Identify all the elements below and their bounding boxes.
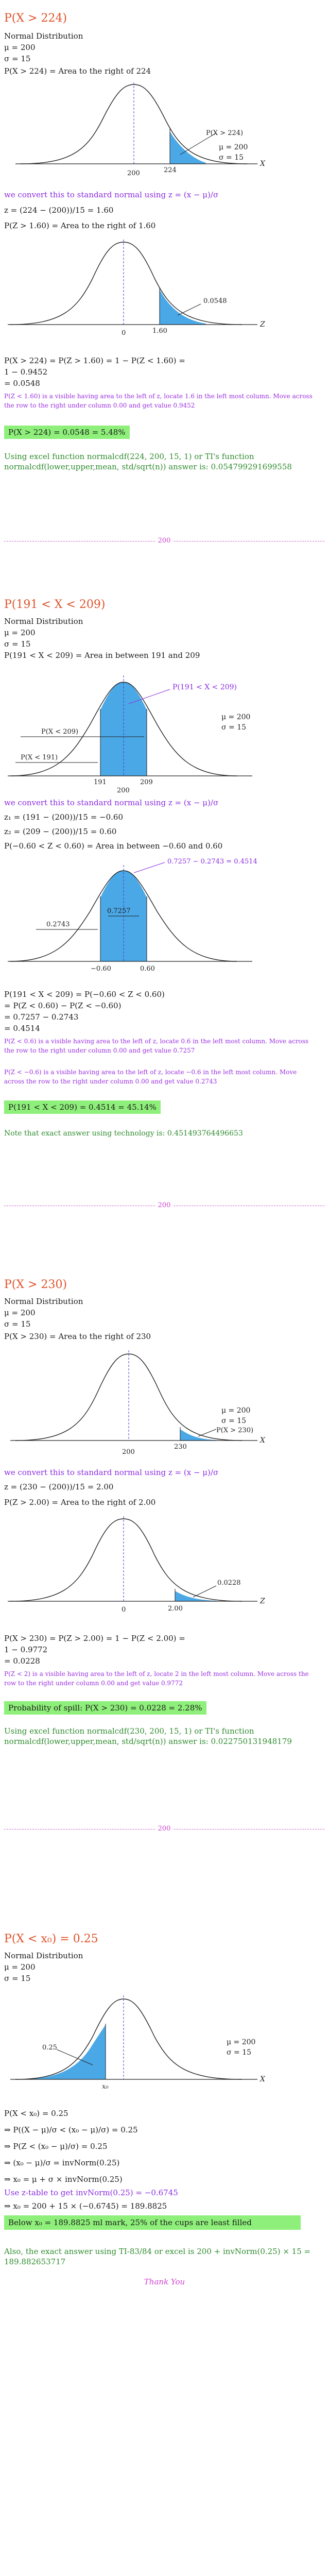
divider-label: 200 (156, 1824, 172, 1834)
normal-curve-graph-x (0, 77, 329, 185)
work-line-1: P(191 < X < 209) = P(−0.60 < Z < 0.60) (4, 990, 165, 999)
graph-value-a: 0.7257 (107, 907, 131, 915)
section-p-x-greater-230 (0, 1226, 329, 1947)
section-title: P(X > 224) (4, 12, 67, 25)
graph-z1-tick: −0.60 (91, 965, 111, 973)
distribution-label: Normal Distribution (4, 1297, 83, 1306)
excel-note: Using excel function normalcdf(230, 200, 15, 1) or TI's function normalcdf(lower,upper,mean, std/sqrt(n)) answer is: 0.022750131948179 (4, 1726, 292, 1746)
work-line-3: = 0.7257 − 0.2743 (4, 1012, 79, 1022)
answer-box: Probability of spill: P(X > 230) = 0.0228 = 2.28% (4, 1701, 206, 1715)
z-equation: z = (230 − (200))/15 = 2.00 (4, 1482, 114, 1492)
graph-x-tick: 224 (164, 166, 177, 174)
convert-text: we convert this to standard normal using z = (x − μ)/σ (4, 190, 219, 199)
section-title: P(X > 230) (4, 1278, 67, 1291)
graph-x1-tick: 191 (94, 778, 107, 786)
work-line-3: = 0.0228 (4, 1656, 40, 1666)
z-equation: z = (224 − (200))/15 = 1.60 (4, 206, 114, 215)
distribution-label: Normal Distribution (4, 31, 83, 41)
graph-x0-tick: x₀ (102, 2083, 109, 2091)
graph-area-label: 0.25 (42, 2044, 57, 2052)
graph-diff-label: 0.7257 − 0.2743 = 0.4514 (167, 858, 257, 866)
derivation-line-6: Use z-table to get invNorm(0.25) = −0.6745 (4, 2188, 178, 2197)
standard-normal-graph (0, 1509, 329, 1622)
work-line-4: = 0.4514 (4, 1024, 40, 1033)
shaded-right-tail (160, 290, 206, 325)
area-description: P(X > 224) = Area to the right of 224 (4, 66, 151, 76)
work-line-1: P(X > 224) = P(Z > 1.60) = 1 − P(Z < 1.60) = (4, 356, 185, 365)
table-note: P(Z < 2) is a visible having area to the left of z, locate 2 in the left most column. Move across the row to the right under column 0.00 and get value 0.9772 (4, 1670, 309, 1687)
mean-label: μ = 200 (4, 1308, 36, 1317)
section-p-x-less-x0 (0, 1917, 329, 2576)
sd-label: σ = 15 (4, 639, 31, 649)
divider-label: 200 (156, 1200, 172, 1211)
convert-text: we convert this to standard normal using z = (x − μ)/σ (4, 1468, 219, 1477)
distribution-label: Normal Distribution (4, 617, 83, 626)
graph-area-value: 0.0548 (203, 297, 227, 305)
graph-z-tick: 2.00 (168, 1605, 183, 1613)
z-area-description: P(Z > 2.00) = Area to the right of 2.00 (4, 1498, 156, 1507)
normal-curve-graph-x (0, 1343, 329, 1461)
work-line-2: = P(Z < 0.60) − P(Z < −0.60) (4, 1001, 122, 1010)
mean-label: μ = 200 (4, 628, 36, 637)
sd-label: σ = 15 (4, 1974, 31, 1983)
graph-axis-label: Z (260, 1597, 265, 1605)
graph-prob-label: P(X > 230) (216, 1427, 254, 1434)
work-line-2: 1 − 0.9452 (4, 367, 48, 377)
graph-area-value: 0.0228 (217, 1579, 241, 1587)
graph-left-label-2: P(X < 191) (21, 754, 58, 761)
thank-you-text: Thank You (144, 2277, 185, 2286)
derivation-line-3: ⇒ P(Z < (x₀ − μ)/σ) = 0.25 (4, 2142, 108, 2151)
graph-prob-label: P(X > 224) (206, 129, 244, 137)
shaded-middle-area (100, 682, 147, 776)
answer-box: P(X > 224) = 0.0548 = 5.48% (4, 426, 130, 439)
graph-axis-label: X (260, 2075, 265, 2083)
answer-box: P(191 < X < 209) = 0.4514 = 45.14% (4, 1100, 161, 1114)
normal-curve-graph-x (0, 663, 329, 796)
graph-sigma-label: σ = 15 (227, 2048, 252, 2057)
graph-mu-label: μ = 200 (227, 2038, 256, 2046)
sd-label: σ = 15 (4, 54, 31, 63)
derivation-line-7: ⇒ x₀ = 200 + 15 × (−0.6745) = 189.8825 (4, 2201, 167, 2211)
derivation-line-2: ⇒ P((X − μ)/σ < (x₀ − μ)/σ) = 0.25 (4, 2125, 138, 2134)
graph-zero-tick: 0 (122, 329, 126, 337)
excel-note: Also, the exact answer using TI-83/84 or excel is 200 + invNorm(0.25) × 15 = 189.882653717 (4, 2247, 311, 2266)
mean-label: μ = 200 (4, 43, 36, 52)
graph-mean-tick: 200 (117, 787, 130, 794)
z-area-description: P(Z > 1.60) = Area to the right of 1.60 (4, 221, 156, 230)
graph-mu-label: μ = 200 (221, 1406, 251, 1415)
section-divider (4, 1824, 324, 1834)
tech-note: Note that exact answer using technology is: 0.451493764496653 (4, 1129, 243, 1138)
graph-sigma-label: σ = 15 (219, 154, 244, 162)
graph-value-b: 0.2743 (46, 921, 70, 928)
section-title: P(191 < X < 209) (4, 598, 106, 611)
excel-note: Using excel function normalcdf(224, 200, 15, 1) or TI's function normalcdf(lower,upper,mean, std/sqrt(n)) answer is: 0.054799291699558 (4, 452, 292, 471)
convert-text: we convert this to standard normal using z = (x − μ)/σ (4, 798, 219, 807)
work-line-1: P(X > 230) = P(Z > 2.00) = 1 − P(Z < 2.00) = (4, 1634, 185, 1643)
graph-z-tick: 1.60 (152, 327, 167, 335)
table-note-2: P(Z < −0.6) is a visible having area to the left of z, locate −0.6 in the left most column. Move across the row to the right under column 0.00 and get value 0.2743 (4, 1069, 297, 1085)
graph-zero-tick: 0 (122, 1606, 126, 1614)
answer-box: Below x₀ = 189.8825 ml mark, 25% of the cups are least filled (4, 2215, 301, 2230)
divider-label: 200 (156, 536, 172, 546)
graph-sigma-label: σ = 15 (221, 723, 247, 732)
table-note: P(Z < 1.60) is a visible having area to the left of z, locate 1.6 in the left most column. Move across the row to the right under column 0.00 and get value 0.9452 (4, 393, 313, 409)
section-p-191-209 (0, 587, 329, 1226)
graph-mu-label: μ = 200 (219, 143, 248, 151)
derivation-line-4: ⇒ (x₀ − μ)/σ = invNorm(0.25) (4, 2158, 120, 2167)
graph-x-tick: 230 (174, 1443, 187, 1451)
area-description: P(X > 230) = Area to the right of 230 (4, 1332, 151, 1341)
graph-prob-label: P(191 < X < 209) (172, 683, 237, 691)
work-line-2: 1 − 0.9772 (4, 1645, 48, 1654)
graph-x2-tick: 209 (140, 778, 153, 786)
distribution-label: Normal Distribution (4, 1951, 83, 1960)
graph-axis-label: Z (260, 320, 265, 329)
shaded-right-tail (180, 1429, 216, 1440)
mean-label: μ = 200 (4, 1962, 36, 1972)
section-divider (4, 1200, 324, 1211)
derivation-line-5: ⇒ x₀ = μ + σ × invNorm(0.25) (4, 2175, 123, 2184)
z1-equation: z₁ = (191 − (200))/15 = −0.60 (4, 812, 124, 822)
z-area-description: P(−0.60 < Z < 0.60) = Area in between −0.60 and 0.60 (4, 841, 223, 851)
section-title: P(X < x₀) = 0.25 (4, 1933, 98, 1945)
table-note-1: P(Z < 0.6) is a visible having area to the left of z, locate 0.6 in the left most column. Move across the row to the right under column 0.00 and get value 0.7257 (4, 1038, 309, 1054)
graph-sigma-label: σ = 15 (221, 1417, 247, 1425)
graph-axis-label: X (260, 160, 265, 168)
graph-mu-label: μ = 200 (221, 713, 251, 721)
graph-mean-tick: 200 (127, 170, 140, 177)
graph-left-label-1: P(X < 209) (41, 728, 79, 736)
normal-curve-graph-x (0, 1988, 329, 2101)
section-p-x-greater-224 (0, 0, 329, 592)
section-divider (4, 536, 324, 546)
graph-z2-tick: 0.60 (140, 965, 155, 973)
standard-normal-graph (0, 852, 329, 981)
area-description: P(191 < X < 209) = Area in between 191 and 209 (4, 651, 200, 660)
derivation-line-1: P(X < x₀) = 0.25 (4, 2109, 68, 2118)
z2-equation: z₂ = (209 − (200))/15 = 0.60 (4, 827, 117, 836)
sd-label: σ = 15 (4, 1319, 31, 1329)
work-line-3: = 0.0548 (4, 379, 40, 388)
graph-mean-tick: 200 (122, 1448, 135, 1456)
standard-normal-graph (0, 232, 329, 345)
graph-axis-label: X (260, 1436, 265, 1445)
